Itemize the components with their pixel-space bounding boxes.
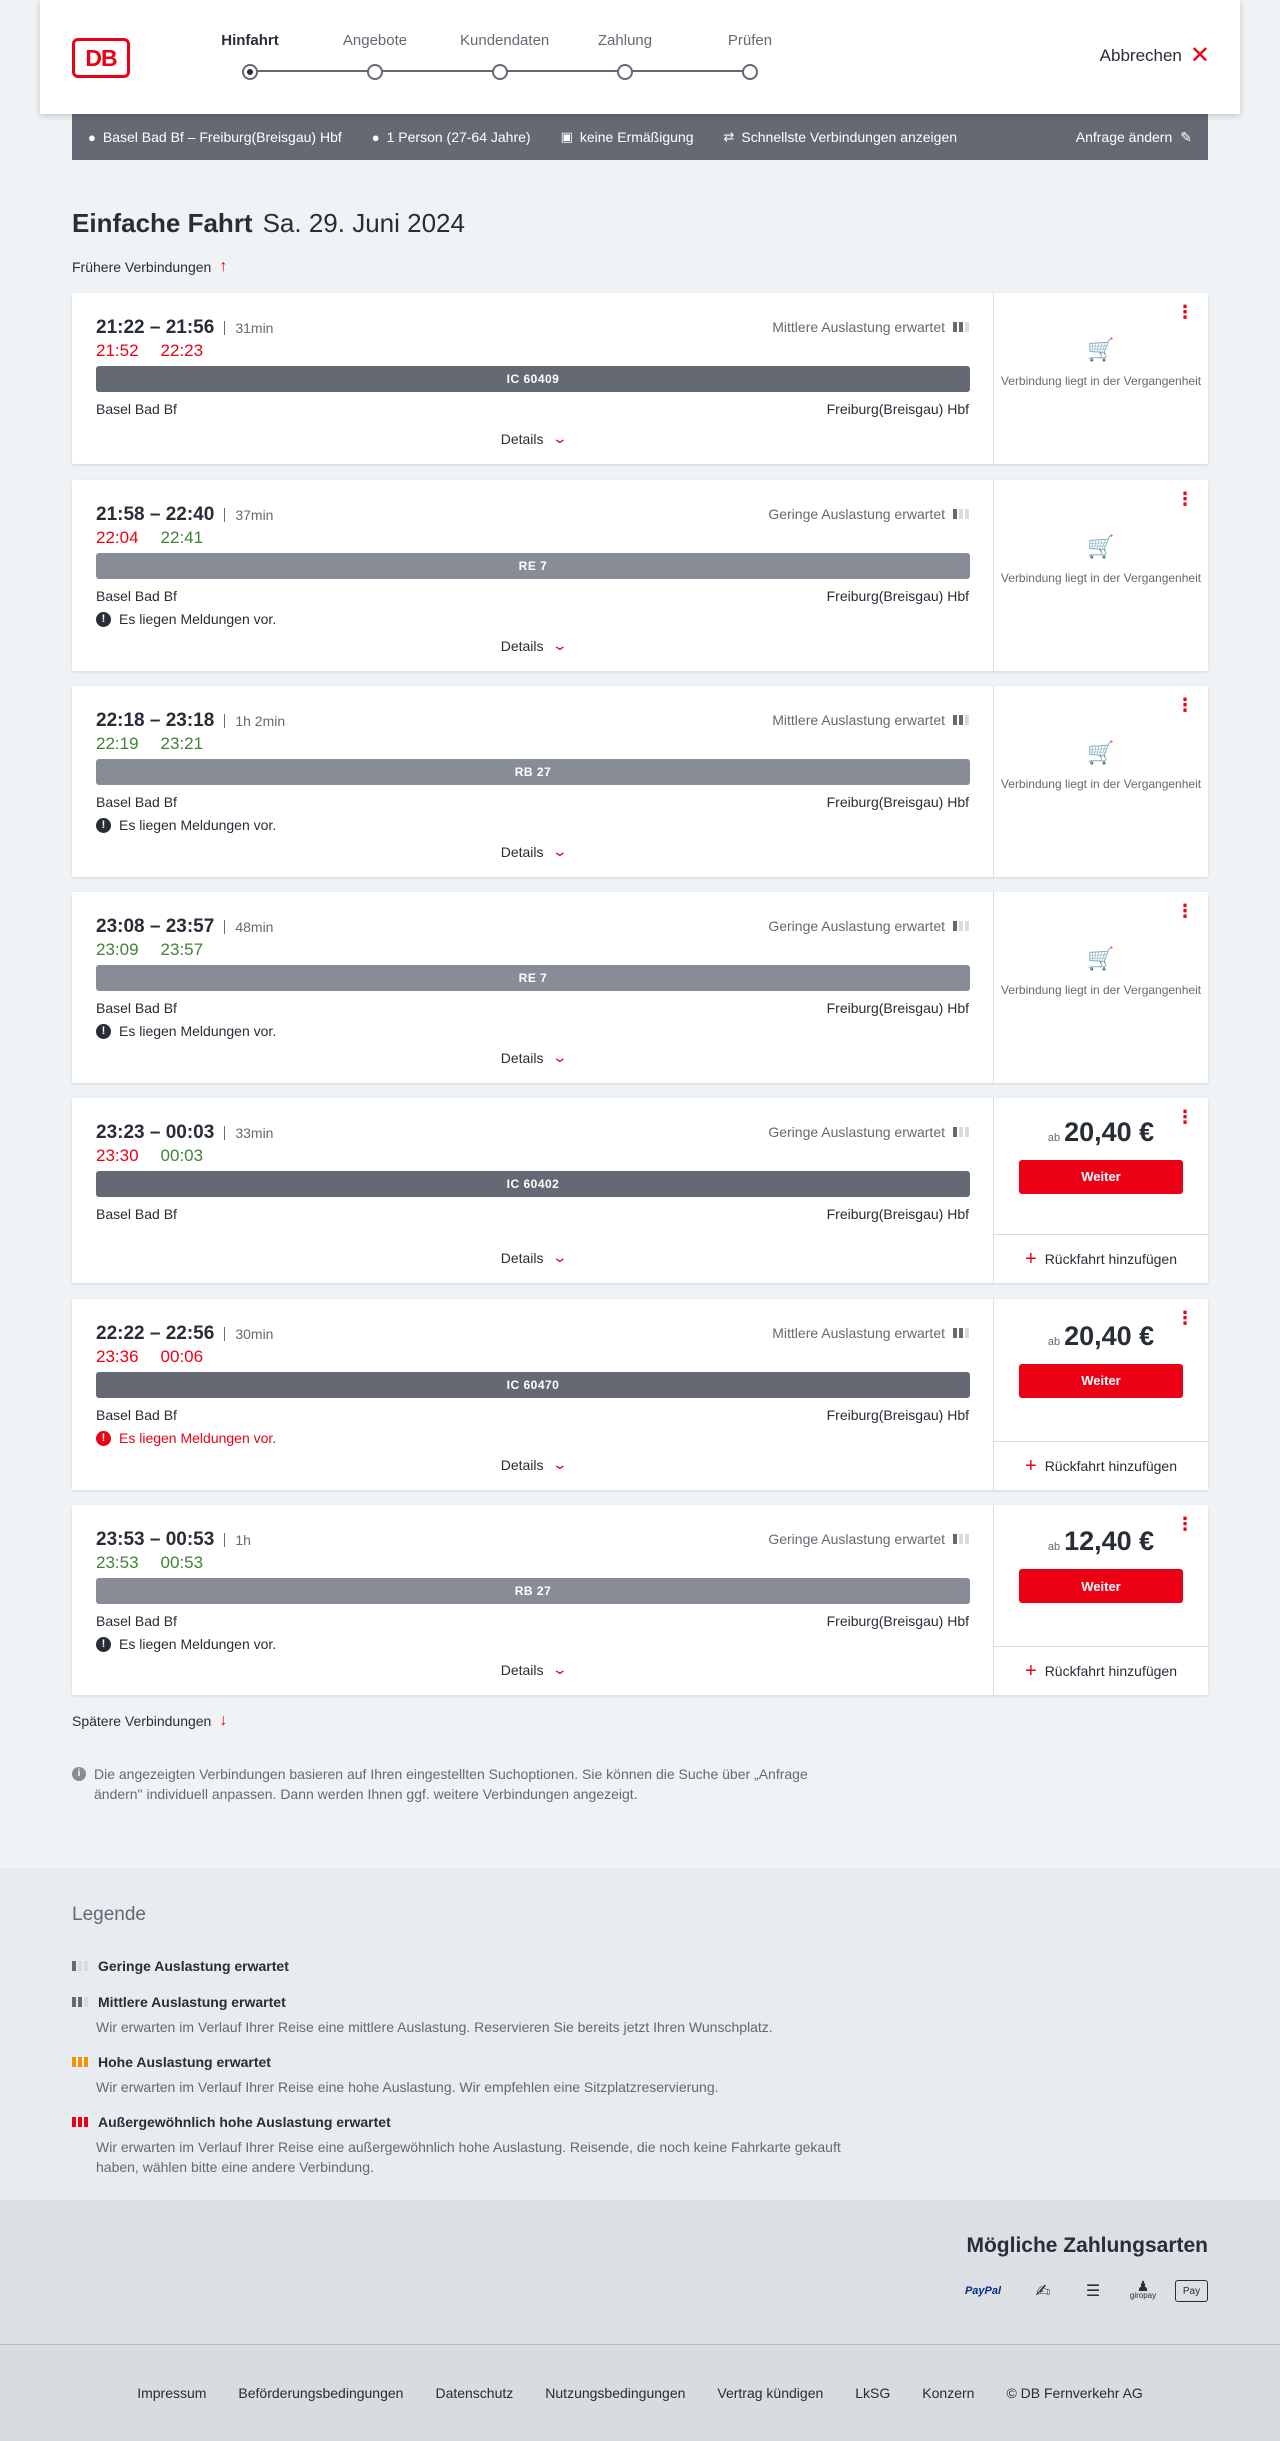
alert-icon: ! <box>96 1431 111 1446</box>
notice-text: Es liegen Meldungen vor. <box>119 1023 277 1039</box>
realtime-arrival: 00:53 <box>160 1553 204 1572</box>
summary-passengers <box>372 129 531 145</box>
route-text: Basel Bad Bf – Freiburg(Breisgau) Hbf <box>102 129 342 145</box>
past-connection-notice <box>994 739 1208 792</box>
more-options-icon[interactable]: ⋮ <box>1176 901 1194 921</box>
step-kundendaten[interactable] <box>460 32 550 80</box>
connection-main <box>72 480 994 671</box>
more-options-icon[interactable]: ⋮ <box>1176 1107 1194 1127</box>
occupancy-icon <box>953 509 969 519</box>
origin-station: Basel Bad Bf <box>96 1206 177 1222</box>
details-label: Details <box>500 1661 544 1678</box>
arrow-down-icon: ↓ <box>219 1712 228 1729</box>
earlier-label: Frühere Verbindungen <box>72 259 212 275</box>
more-options-icon[interactable]: ⋮ <box>1176 1514 1194 1534</box>
occupancy-text: Geringe Auslastung erwartet <box>768 506 945 522</box>
details-toggle[interactable] <box>72 637 994 654</box>
planned-times: 22:18 – 23:18 <box>96 710 215 731</box>
later-connections-link[interactable] <box>72 1712 227 1730</box>
step-label: Prüfen <box>727 32 773 49</box>
more-options-icon[interactable]: ⋮ <box>1176 1308 1194 1328</box>
legend-item-medium <box>72 1994 872 2037</box>
legend-item-low <box>72 1958 872 1974</box>
connection-card[interactable] <box>72 480 1208 671</box>
realtime-departure: 21:52 <box>96 341 139 360</box>
add-return-button[interactable] <box>994 1234 1208 1283</box>
train-bar[interactable]: RB 27 <box>96 1578 970 1604</box>
destination-station: Freiburg(Breisgau) Hbf <box>826 1407 969 1423</box>
realtime-times <box>96 341 203 361</box>
payment-methods-section <box>0 2200 1280 2344</box>
planned-times: 23:53 – 00:53 <box>96 1529 215 1550</box>
chevron-down-icon: ⌄ <box>551 843 568 859</box>
legend-item-title: Geringe Auslastung erwartet <box>98 1958 289 1974</box>
load-low-icon <box>72 1961 88 1971</box>
price-value: 20,40 € <box>1064 1116 1155 1147</box>
duration: 37min <box>224 508 273 522</box>
price-prefix: ab <box>1047 1541 1061 1553</box>
cart-unavailable-icon: 🛒 <box>1087 739 1115 765</box>
load-high-icon <box>72 2057 88 2067</box>
plus-icon: + <box>1025 1660 1037 1682</box>
chevron-down-icon: ⌄ <box>551 1249 568 1265</box>
edit-label: Anfrage ändern <box>1075 129 1173 145</box>
details-label: Details <box>500 1456 544 1473</box>
close-icon: ✕ <box>1189 42 1210 69</box>
summary-fastest <box>724 129 958 145</box>
realtime-departure: 22:04 <box>96 528 139 547</box>
legend-item-desc: Wir erwarten im Verlauf Ihrer Reise eine außergewöhnlich hohe Auslastung. Reisende, die noch keine Fahrkarte gekauft haben, wählen bitte eine andere Verbindung. <box>96 2139 841 2175</box>
realtime-times <box>96 1553 203 1573</box>
step-dot <box>617 64 633 80</box>
chevron-down-icon: ⌄ <box>551 1661 568 1677</box>
realtime-times <box>96 1347 203 1367</box>
step-dot <box>367 64 383 80</box>
realtime-times <box>96 940 203 960</box>
step-label: Kundendaten <box>460 32 550 49</box>
fastest-text: Schnellste Verbindungen anzeigen <box>741 129 958 145</box>
add-return-button[interactable] <box>994 1441 1208 1490</box>
occupancy-text: Geringe Auslastung erwartet <box>768 918 945 934</box>
step-label: Zahlung <box>597 32 653 49</box>
notice-text: Es liegen Meldungen vor. <box>119 1636 277 1652</box>
trip-type: Einfache Fahrt <box>72 208 253 238</box>
connection-card[interactable] <box>72 1299 1208 1490</box>
footer-link-datenschutz[interactable]: Datenschutz <box>435 2385 514 2401</box>
load-very-high-icon <box>72 2117 88 2127</box>
sepa-icon: ☰ <box>1085 2283 1101 2300</box>
connection-times <box>96 916 273 938</box>
legend-title: Legende <box>72 1904 146 1925</box>
price <box>994 1321 1208 1352</box>
more-options-icon[interactable]: ⋮ <box>1176 489 1194 509</box>
weiter-button[interactable]: Weiter <box>1019 1364 1183 1398</box>
summary-route <box>88 129 342 145</box>
info-note <box>72 1764 852 1804</box>
realtime-departure: 23:36 <box>96 1347 139 1366</box>
destination-station: Freiburg(Breisgau) Hbf <box>826 1613 969 1629</box>
notice-message <box>96 1023 276 1039</box>
chevron-down-icon: ⌄ <box>551 637 568 653</box>
footer-link-impressum[interactable]: Impressum <box>137 2385 207 2401</box>
step-hinfahrt[interactable] <box>210 32 290 80</box>
past-text: Verbindung liegt in der Vergangenheit <box>1000 776 1202 791</box>
train-bar[interactable]: IC 60470 <box>96 1372 970 1398</box>
planned-times: 23:23 – 00:03 <box>96 1122 215 1143</box>
footer-link-befoerderungsbedingungen[interactable]: Beförderungsbedingungen <box>238 2385 404 2401</box>
realtime-departure: 23:30 <box>96 1146 139 1165</box>
earlier-connections-link[interactable] <box>72 258 227 276</box>
notice-message <box>96 1430 276 1446</box>
page-title <box>72 208 465 239</box>
credit-card-icon: ✍ <box>1035 2280 1051 2301</box>
connection-main <box>72 1505 994 1695</box>
add-return-button[interactable] <box>994 1646 1208 1695</box>
past-connection-notice <box>994 533 1208 586</box>
occupancy-info <box>768 1124 969 1140</box>
passengers-text: 1 Person (27-64 Jahre) <box>386 129 531 145</box>
duration: 1h 2min <box>224 714 285 728</box>
details-toggle[interactable] <box>72 1661 994 1678</box>
duration: 33min <box>224 1126 273 1140</box>
past-text: Verbindung liegt in der Vergangenheit <box>1000 982 1202 997</box>
arrow-up-icon: ↑ <box>219 258 228 275</box>
legend-item-very-high <box>72 2114 872 2177</box>
train-bar[interactable]: RE 7 <box>96 965 970 991</box>
connection-times <box>96 1122 273 1144</box>
info-icon: i <box>72 1767 86 1781</box>
legend-item-title: Hohe Auslastung erwartet <box>98 2054 271 2070</box>
origin-station: Basel Bad Bf <box>96 794 177 810</box>
alert-icon: ! <box>96 1637 111 1652</box>
realtime-arrival: 23:57 <box>160 940 204 959</box>
notice-text: Es liegen Meldungen vor. <box>119 611 277 627</box>
realtime-arrival: 22:23 <box>160 341 204 360</box>
notice-message <box>96 1636 276 1652</box>
apple-pay-icon: Pay <box>1175 2280 1208 2302</box>
realtime-times <box>96 528 203 548</box>
occupancy-text: Mittlere Auslastung erwartet <box>772 712 945 728</box>
duration: 1h <box>224 1533 251 1547</box>
legend-section <box>0 1868 1280 2200</box>
duration: 31min <box>224 321 273 335</box>
cancel-button[interactable] <box>1099 42 1210 69</box>
occupancy-icon <box>953 322 969 332</box>
step-label: Hinfahrt <box>221 32 279 49</box>
legend-item-title: Außergewöhnlich hohe Auslastung erwartet <box>98 2114 391 2130</box>
past-text: Verbindung liegt in der Vergangenheit <box>1000 570 1202 585</box>
load-medium-icon <box>72 1997 88 2007</box>
step-pruefen[interactable] <box>710 32 790 80</box>
discount-text: keine Ermäßigung <box>579 129 694 145</box>
connection-card[interactable] <box>72 1098 1208 1283</box>
progress-steps <box>210 32 773 82</box>
weiter-button[interactable]: Weiter <box>1019 1569 1183 1603</box>
occupancy-info <box>768 506 969 522</box>
planned-times: 23:08 – 23:57 <box>96 916 215 937</box>
occupancy-info <box>768 1531 969 1547</box>
price-value: 12,40 € <box>1064 1526 1155 1556</box>
trip-date: Sa. 29. Juni 2024 <box>262 208 465 238</box>
connection-main <box>72 892 994 1083</box>
notice-message <box>96 611 276 627</box>
train-bar[interactable]: IC 60409 <box>96 366 970 392</box>
legend-item-desc: Wir erwarten im Verlauf Ihrer Reise eine mittlere Auslastung. Reservieren Sie bereits jetzt Ihren Wunschplatz. <box>96 2019 773 2035</box>
add-return-label: Rückfahrt hinzufügen <box>1044 1458 1177 1474</box>
details-toggle[interactable] <box>72 843 994 860</box>
giropay-icon: ♟ giropay <box>1129 2278 1157 2300</box>
connection-main <box>72 686 994 877</box>
alert-icon: ! <box>96 612 111 627</box>
search-summary-bar <box>72 114 1208 160</box>
notice-text: Es liegen Meldungen vor. <box>119 1430 277 1446</box>
step-dot <box>242 64 258 80</box>
price-prefix: ab <box>1047 1131 1061 1144</box>
price-prefix: ab <box>1047 1335 1061 1348</box>
connection-card[interactable] <box>72 686 1208 877</box>
origin-station: Basel Bad Bf <box>96 1000 177 1016</box>
planned-times: 21:58 – 22:40 <box>96 504 215 525</box>
edit-request-button[interactable] <box>1076 129 1192 146</box>
footer-links <box>0 2385 1280 2401</box>
plus-icon: + <box>1025 1248 1037 1270</box>
price <box>994 1117 1208 1148</box>
duration: 48min <box>224 920 273 934</box>
connection-card[interactable] <box>72 1505 1208 1695</box>
duration: 30min <box>224 1327 273 1341</box>
connection-times <box>96 504 273 526</box>
details-label: Details <box>500 843 544 860</box>
connection-card[interactable] <box>72 293 1208 464</box>
chevron-down-icon: ⌄ <box>551 1456 568 1472</box>
connection-card[interactable] <box>72 892 1208 1083</box>
notice-text: Es liegen Meldungen vor. <box>119 817 277 833</box>
footer-link-konzern[interactable]: Konzern <box>922 2385 975 2401</box>
realtime-arrival: 00:03 <box>160 1146 204 1165</box>
step-angebote[interactable] <box>335 32 415 80</box>
bahncard-icon: ▣ <box>560 129 573 144</box>
details-toggle[interactable] <box>72 430 994 447</box>
train-bar[interactable]: RB 27 <box>96 759 970 785</box>
destination-station: Freiburg(Breisgau) Hbf <box>826 1206 969 1222</box>
occupancy-text: Mittlere Auslastung erwartet <box>772 319 945 335</box>
cart-unavailable-icon: 🛒 <box>1087 945 1115 971</box>
info-text: Die angezeigten Verbindungen basieren auf Ihren eingestellten Suchoptionen. Sie können die Suche über „Anfrage ändern" individuell anpassen. Dann werden Ihnen ggf. weitere Verbindungen angezeigt. <box>94 1766 808 1802</box>
train-bar[interactable]: IC 60402 <box>96 1171 970 1197</box>
payment-title: Mögliche Zahlungsarten <box>966 2234 1208 2257</box>
offer-panel <box>994 293 1208 464</box>
connection-times <box>96 1529 251 1551</box>
location-pin-icon: ● <box>88 129 96 145</box>
details-label: Details <box>500 637 544 654</box>
cart-unavailable-icon: 🛒 <box>1087 533 1115 559</box>
add-return-label: Rückfahrt hinzufügen <box>1044 1663 1177 1679</box>
planned-times: 21:22 – 21:56 <box>96 317 215 338</box>
destination-station: Freiburg(Breisgau) Hbf <box>826 794 969 810</box>
past-connection-notice <box>994 945 1208 998</box>
details-label: Details <box>500 1249 544 1266</box>
details-toggle[interactable] <box>72 1456 994 1473</box>
step-zahlung[interactable] <box>585 32 665 80</box>
origin-station: Basel Bad Bf <box>96 1407 177 1423</box>
offer-panel <box>994 892 1208 1083</box>
occupancy-icon <box>953 1534 969 1544</box>
footer-link-nutzungsbedingungen[interactable]: Nutzungsbedingungen <box>545 2385 686 2401</box>
paypal-icon <box>954 2278 1012 2304</box>
swap-arrows-icon: ⇄ <box>723 129 735 144</box>
realtime-arrival: 23:21 <box>160 734 204 753</box>
planned-times: 22:22 – 22:56 <box>96 1323 215 1344</box>
occupancy-icon <box>953 715 969 725</box>
chevron-down-icon: ⌄ <box>551 1049 568 1065</box>
destination-station: Freiburg(Breisgau) Hbf <box>826 1000 969 1016</box>
occupancy-icon <box>953 1127 969 1137</box>
summary-discount <box>561 129 694 145</box>
connection-main <box>72 1098 994 1283</box>
price-value: 20,40 € <box>1064 1320 1155 1351</box>
details-label: Details <box>500 1049 544 1066</box>
details-label: Details <box>500 430 544 447</box>
step-dot <box>742 64 758 80</box>
step-dot <box>492 64 508 80</box>
train-bar[interactable]: RE 7 <box>96 553 970 579</box>
alert-icon: ! <box>96 1024 111 1039</box>
legend-item-title: Mittlere Auslastung erwartet <box>98 1994 286 2010</box>
notice-message <box>96 817 276 833</box>
connection-times <box>96 317 273 339</box>
details-toggle[interactable] <box>72 1249 994 1266</box>
occupancy-text: Mittlere Auslastung erwartet <box>772 1325 945 1341</box>
cancel-label: Abbrechen <box>1099 46 1182 65</box>
legend-item-desc: Wir erwarten im Verlauf Ihrer Reise eine hohe Auslastung. Wir empfehlen eine Sitzplatzreservierung. <box>96 2079 719 2095</box>
person-icon: ● <box>371 129 380 145</box>
footer-link-vertrag-kuendigen[interactable]: Vertrag kündigen <box>717 2385 824 2401</box>
occupancy-info <box>768 918 969 934</box>
origin-station: Basel Bad Bf <box>96 588 177 604</box>
details-toggle[interactable] <box>72 1049 994 1066</box>
connection-main <box>72 293 994 464</box>
step-label: Angebote <box>342 32 408 49</box>
price <box>994 1526 1208 1557</box>
origin-station: Basel Bad Bf <box>96 401 177 417</box>
realtime-departure: 23:53 <box>96 1553 139 1572</box>
connection-times <box>96 710 285 732</box>
occupancy-info <box>772 712 969 728</box>
realtime-times <box>96 734 203 754</box>
booking-header <box>40 0 1240 114</box>
offer-panel <box>994 1098 1208 1283</box>
cart-unavailable-icon: 🛒 <box>1087 336 1115 362</box>
origin-station: Basel Bad Bf <box>96 1613 177 1629</box>
later-label: Spätere Verbindungen <box>72 1713 212 1729</box>
giropay-text: giropay <box>1129 2291 1157 2300</box>
legend-item-high <box>72 2054 872 2097</box>
pencil-icon: ✎ <box>1180 128 1192 145</box>
connection-times <box>96 1323 273 1345</box>
paypal-text: PayPal <box>964 2285 1002 2297</box>
occupancy-info <box>772 319 969 335</box>
occupancy-info <box>772 1325 969 1341</box>
offer-panel <box>994 686 1208 877</box>
offer-panel <box>994 1299 1208 1490</box>
realtime-departure: 23:09 <box>96 940 139 959</box>
occupancy-text: Geringe Auslastung erwartet <box>768 1531 945 1547</box>
past-connection-notice <box>994 336 1208 389</box>
destination-station: Freiburg(Breisgau) Hbf <box>826 401 969 417</box>
occupancy-icon <box>953 921 969 931</box>
past-text: Verbindung liegt in der Vergangenheit <box>1000 373 1202 388</box>
realtime-departure: 22:19 <box>96 734 139 753</box>
db-logo[interactable]: DB <box>72 38 130 78</box>
footer <box>0 2344 1280 2441</box>
add-return-label: Rückfahrt hinzufügen <box>1044 1251 1177 1267</box>
occupancy-text: Geringe Auslastung erwartet <box>768 1124 945 1140</box>
weiter-button[interactable]: Weiter <box>1019 1160 1183 1194</box>
connection-main <box>72 1299 994 1490</box>
chevron-down-icon: ⌄ <box>551 430 568 446</box>
destination-station: Freiburg(Breisgau) Hbf <box>826 588 969 604</box>
realtime-arrival: 22:41 <box>160 528 204 547</box>
footer-copyright: © DB Fernverkehr AG <box>1006 2385 1143 2401</box>
realtime-arrival: 00:06 <box>160 1347 204 1366</box>
more-options-icon[interactable]: ⋮ <box>1176 302 1194 322</box>
occupancy-icon <box>953 1328 969 1338</box>
alert-icon: ! <box>96 818 111 833</box>
offer-panel <box>994 480 1208 671</box>
more-options-icon[interactable]: ⋮ <box>1176 695 1194 715</box>
offer-panel <box>994 1505 1208 1695</box>
realtime-times <box>96 1146 203 1166</box>
plus-icon: + <box>1025 1455 1037 1477</box>
footer-link-lksg[interactable]: LkSG <box>855 2385 891 2401</box>
